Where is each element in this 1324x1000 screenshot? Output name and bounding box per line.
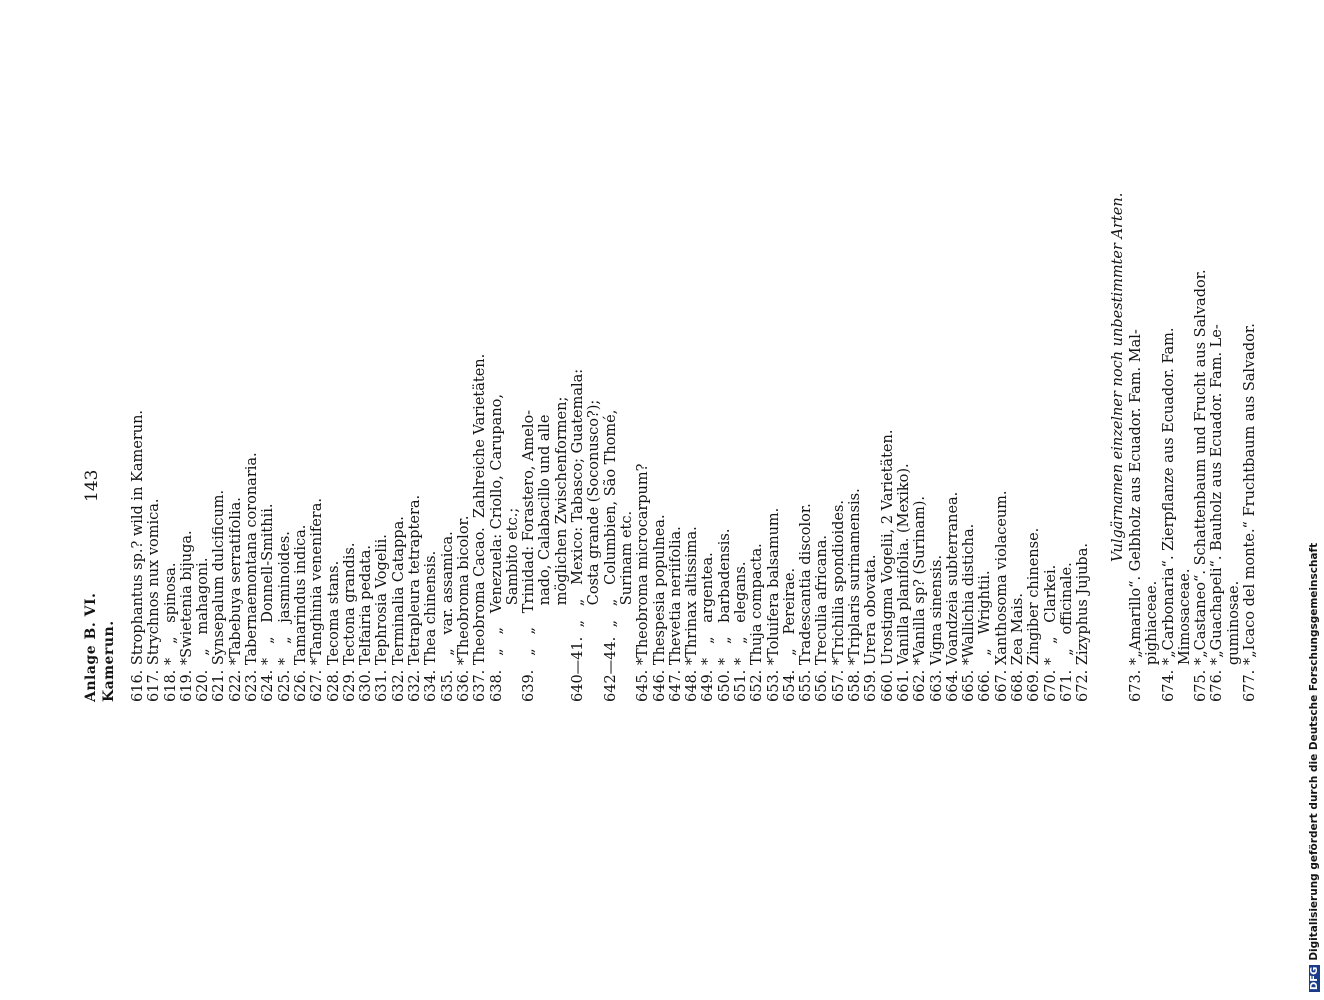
list-item: 629. Tectona grandis. bbox=[341, 542, 358, 702]
header-region-label: Kamerun. bbox=[101, 620, 117, 702]
list-item: 646. Thespesia populnea. bbox=[651, 514, 668, 702]
header-annex-label: Anlage B. VI. bbox=[83, 592, 99, 702]
list-item: Mimosaceae. bbox=[1176, 568, 1193, 702]
list-item: 642—44. „ „ Columbien, São Thomé, bbox=[602, 409, 619, 702]
species-list bbox=[130, 354, 1092, 702]
list-item: 676. *„Guachapeli“. Bauholz aus Ecuador. Fam. Le- bbox=[1209, 324, 1226, 702]
list-item: 658. *Triplaris surinamensis. bbox=[847, 488, 864, 702]
list-item: 659. Urera obovata. bbox=[863, 554, 880, 702]
list-item: 627. *Tanghinia venenifera. bbox=[309, 498, 326, 702]
list-item: 654. „ Pereirae. bbox=[781, 567, 798, 702]
list-item: 674. *„Carbonaria“. Zierpflanze aus Ecuador. Fam. bbox=[1160, 327, 1177, 702]
list-item: 668. Zea Mais. bbox=[1010, 593, 1027, 702]
list-item: 653. *Toluifera balsamum. bbox=[765, 507, 782, 702]
list-item: 628. Tecoma stans. bbox=[325, 560, 342, 702]
list-item: 650. * „ barbadensis. bbox=[716, 528, 733, 702]
list-item: guminosae. bbox=[1225, 580, 1242, 702]
section-title: Vulgärnamen einzelner noch unbestimmter Arten. bbox=[1110, 192, 1126, 562]
list-item: pighiaceae. bbox=[1144, 580, 1161, 702]
list-item: 624. * „ Donnell-Smithii. bbox=[260, 503, 277, 702]
list-item: 635. „ var. assamica. bbox=[439, 531, 456, 702]
list-item: 631. Tephrosia Vogelii. bbox=[374, 534, 391, 702]
credit-text: Digitalisierung gefördert durch die Deutsche Forschungsgemeinschaft bbox=[1308, 542, 1320, 961]
list-item: 657. *Trichilia spondioides. bbox=[830, 499, 847, 702]
list-item: 632. Tetrapleura tetraptera. bbox=[407, 494, 424, 702]
list-item: 664. Voandzeia subterranea. bbox=[944, 491, 961, 702]
list-item: 647. Thevetia neriifolia. bbox=[667, 526, 684, 702]
list-item: 634. Thea chinensis. bbox=[423, 550, 440, 702]
list-item: 616. Strophantus sp.? wild in Kamerun. bbox=[130, 409, 146, 702]
list-item: 620. „ mahagoni. bbox=[195, 557, 212, 702]
list-item: nado, Calabacillo und alle bbox=[537, 414, 554, 702]
list-item: 662. *Vanilla sp? (Surinam). bbox=[912, 495, 929, 702]
list-item: 623. Tabernaemontana coronaria. bbox=[244, 452, 261, 702]
list-item: 660. Urostigma Vogelii, 2 Varietäten. bbox=[879, 429, 896, 702]
list-item: 640—41. „ „ Mexico: Tabasco; Guatemala: bbox=[570, 368, 587, 702]
list-item: 638. „ „ Venezuela: Criollo, Carupano, bbox=[488, 394, 505, 702]
list-item: 666. „ Wrightii. bbox=[977, 570, 994, 702]
document-page bbox=[82, 12, 1259, 702]
list-item: 672. Zizyphus Jujuba. bbox=[1075, 543, 1092, 702]
list-item: 637. Theobroma Cacao. Zahlreiche Varietäten. bbox=[472, 353, 489, 702]
list-item: 639. „ „ Trinidad: Forastero, Amelo- bbox=[521, 409, 538, 702]
list-item: 619. *Swietenia bijuga. bbox=[178, 530, 195, 702]
digitization-credit bbox=[1308, 543, 1320, 992]
list-item: 648. *Thrinax altissima. bbox=[684, 526, 701, 702]
dfg-logo: DFG bbox=[1309, 966, 1320, 990]
list-item: 675. *„Castaneo“. Schattenbaum und Frucht aus Salvador. bbox=[1193, 269, 1210, 702]
list-item: 663. Vigna sinensis. bbox=[928, 554, 945, 702]
list-item: 625. * „ jasminoides. bbox=[276, 531, 293, 702]
list-item: 649. * „ argentea. bbox=[700, 552, 717, 702]
list-item: 626. Tamarindus indica. bbox=[292, 524, 309, 702]
list-item: Surinam etc. bbox=[618, 510, 635, 702]
list-item: 630. Telfairia pedata. bbox=[358, 544, 375, 702]
list-item: 621. Synsepalum dulcificum. bbox=[211, 489, 228, 702]
list-item: 651. * „ elegans. bbox=[732, 561, 749, 702]
list-item: möglichen Zwischenformen; bbox=[553, 396, 570, 702]
header-title bbox=[82, 593, 118, 702]
list-item: 656. Treculia africana. bbox=[814, 534, 831, 702]
list-item: 665. *Wallichia disticha. bbox=[961, 523, 978, 702]
list-item: Costa grande (Soconusco?); bbox=[586, 399, 603, 702]
page-header bbox=[82, 12, 126, 702]
list-item: 671. „ officinale. bbox=[1058, 562, 1075, 702]
list-item: 622. *Tabebuya serratifolia. bbox=[227, 497, 244, 702]
list-item: 652. Thuja compacta. bbox=[749, 543, 766, 702]
list-item: 618. * „ spinosa. bbox=[162, 562, 179, 702]
list-item: 636. *Theobroma bicolor. bbox=[455, 515, 472, 702]
list-item: 632. Terminalia Catappa. bbox=[390, 516, 407, 702]
list-item: 677. *„Icaco del monte.“ Fruchtbaum aus Salvador. bbox=[1242, 323, 1259, 702]
page-number: 143 bbox=[82, 469, 102, 502]
list-item: 645. *Theobroma microcarpum? bbox=[635, 463, 652, 702]
list-item: 669. Zingiber chinense. bbox=[1026, 527, 1043, 702]
list-item: 667. Xanthosoma violaceum. bbox=[993, 490, 1010, 702]
list-item: 661. Vanilla planifolia. (Mexiko). bbox=[895, 463, 912, 702]
list-item: 617. Strychnos nux vomica. bbox=[146, 498, 163, 702]
list-item: 673. *„Amarillo“. Gelbholz aus Ecuador. Fam. Mal- bbox=[1128, 329, 1144, 702]
vernacular-list bbox=[1128, 269, 1258, 702]
list-item: 655. Tradescantia discolor. bbox=[798, 503, 815, 702]
list-item: Sambito etc.; bbox=[504, 507, 521, 702]
list-item: 670. * „ Clarkei. bbox=[1042, 564, 1059, 702]
